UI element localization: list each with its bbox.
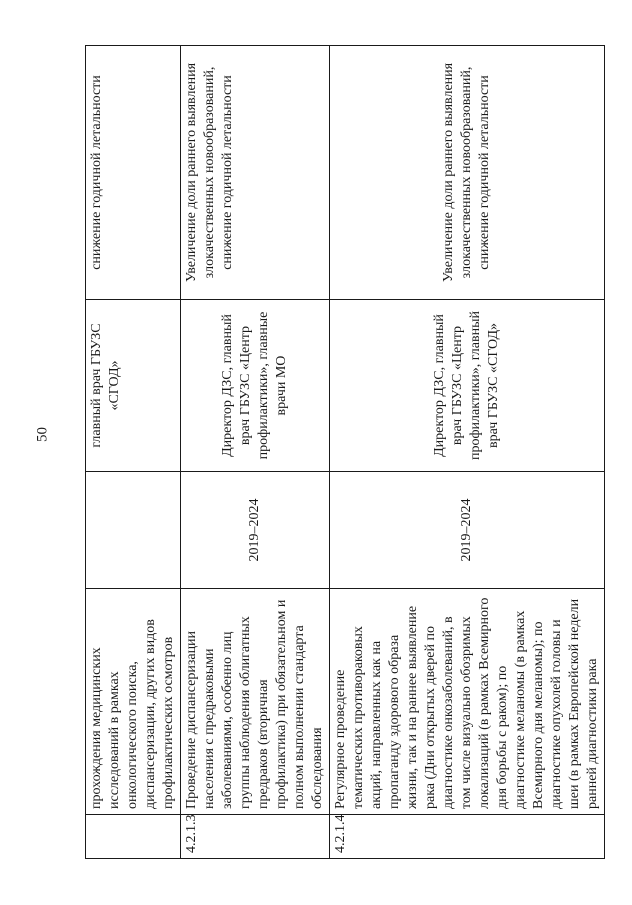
cell-period [86, 472, 181, 589]
table-row [86, 46, 181, 859]
table-row [181, 46, 330, 859]
cell-number [86, 815, 181, 859]
cell-event: прохождения медицинских исследований в рамках онкологического поиска, диспансеризации, других видов профилактических осмотров [86, 589, 181, 815]
cell-result: Увеличение доли раннего выявления злокачественных новообразований, снижение годичной летальности [181, 46, 330, 300]
table-row [330, 46, 605, 859]
cell-responsible: Директор ДЗС, главный врач ГБУЗС «Центр профилактики», главный врач ГБУЗС «СГОД» [330, 300, 605, 472]
cell-responsible: Директор ДЗС, главный врач ГБУЗС «Центр профилактики», главные врачи МО [181, 300, 330, 472]
page-number: 50 [34, 427, 51, 442]
cell-event: Проведение диспансеризации населения с предраковыми заболеваниями, особенно лиц группы наблюдения облигатных предраков (вторичная профилактика) при обязательном и полном выполнении стандарта обследования [181, 589, 330, 815]
cell-result: снижение годичной летальности [86, 46, 181, 300]
measures-table [85, 45, 605, 859]
cell-event: Регулярное проведение тематических противораковых акций, направленных как на пропаганду здорового образа жизни, так и на раннее выявление рака (Дни открытых дверей по диагностике онкозаболеваний, в том числе визуально обозримых локализаций (в рамках Всемирного дня борьбы с раком); по диагностике меланомы (в рамках Всемирного дня меланомы); по диагностике опухолей головы и шеи (в рамках Европейской недели ранней диагностики рака [330, 589, 605, 815]
cell-period: 2019–2024 [181, 472, 330, 589]
cell-number: 4.2.1.4 [330, 815, 605, 859]
cell-result: Увеличение доли раннего выявления злокачественных новообразований, снижение годичной летальности [330, 46, 605, 300]
rotated-page-area [85, 46, 600, 859]
cell-period: 2019–2024 [330, 472, 605, 589]
cell-responsible: главный врач ГБУЗС «СГОД» [86, 300, 181, 472]
measures-table-sheet [85, 46, 600, 859]
cell-number: 4.2.1.3 [181, 815, 330, 859]
